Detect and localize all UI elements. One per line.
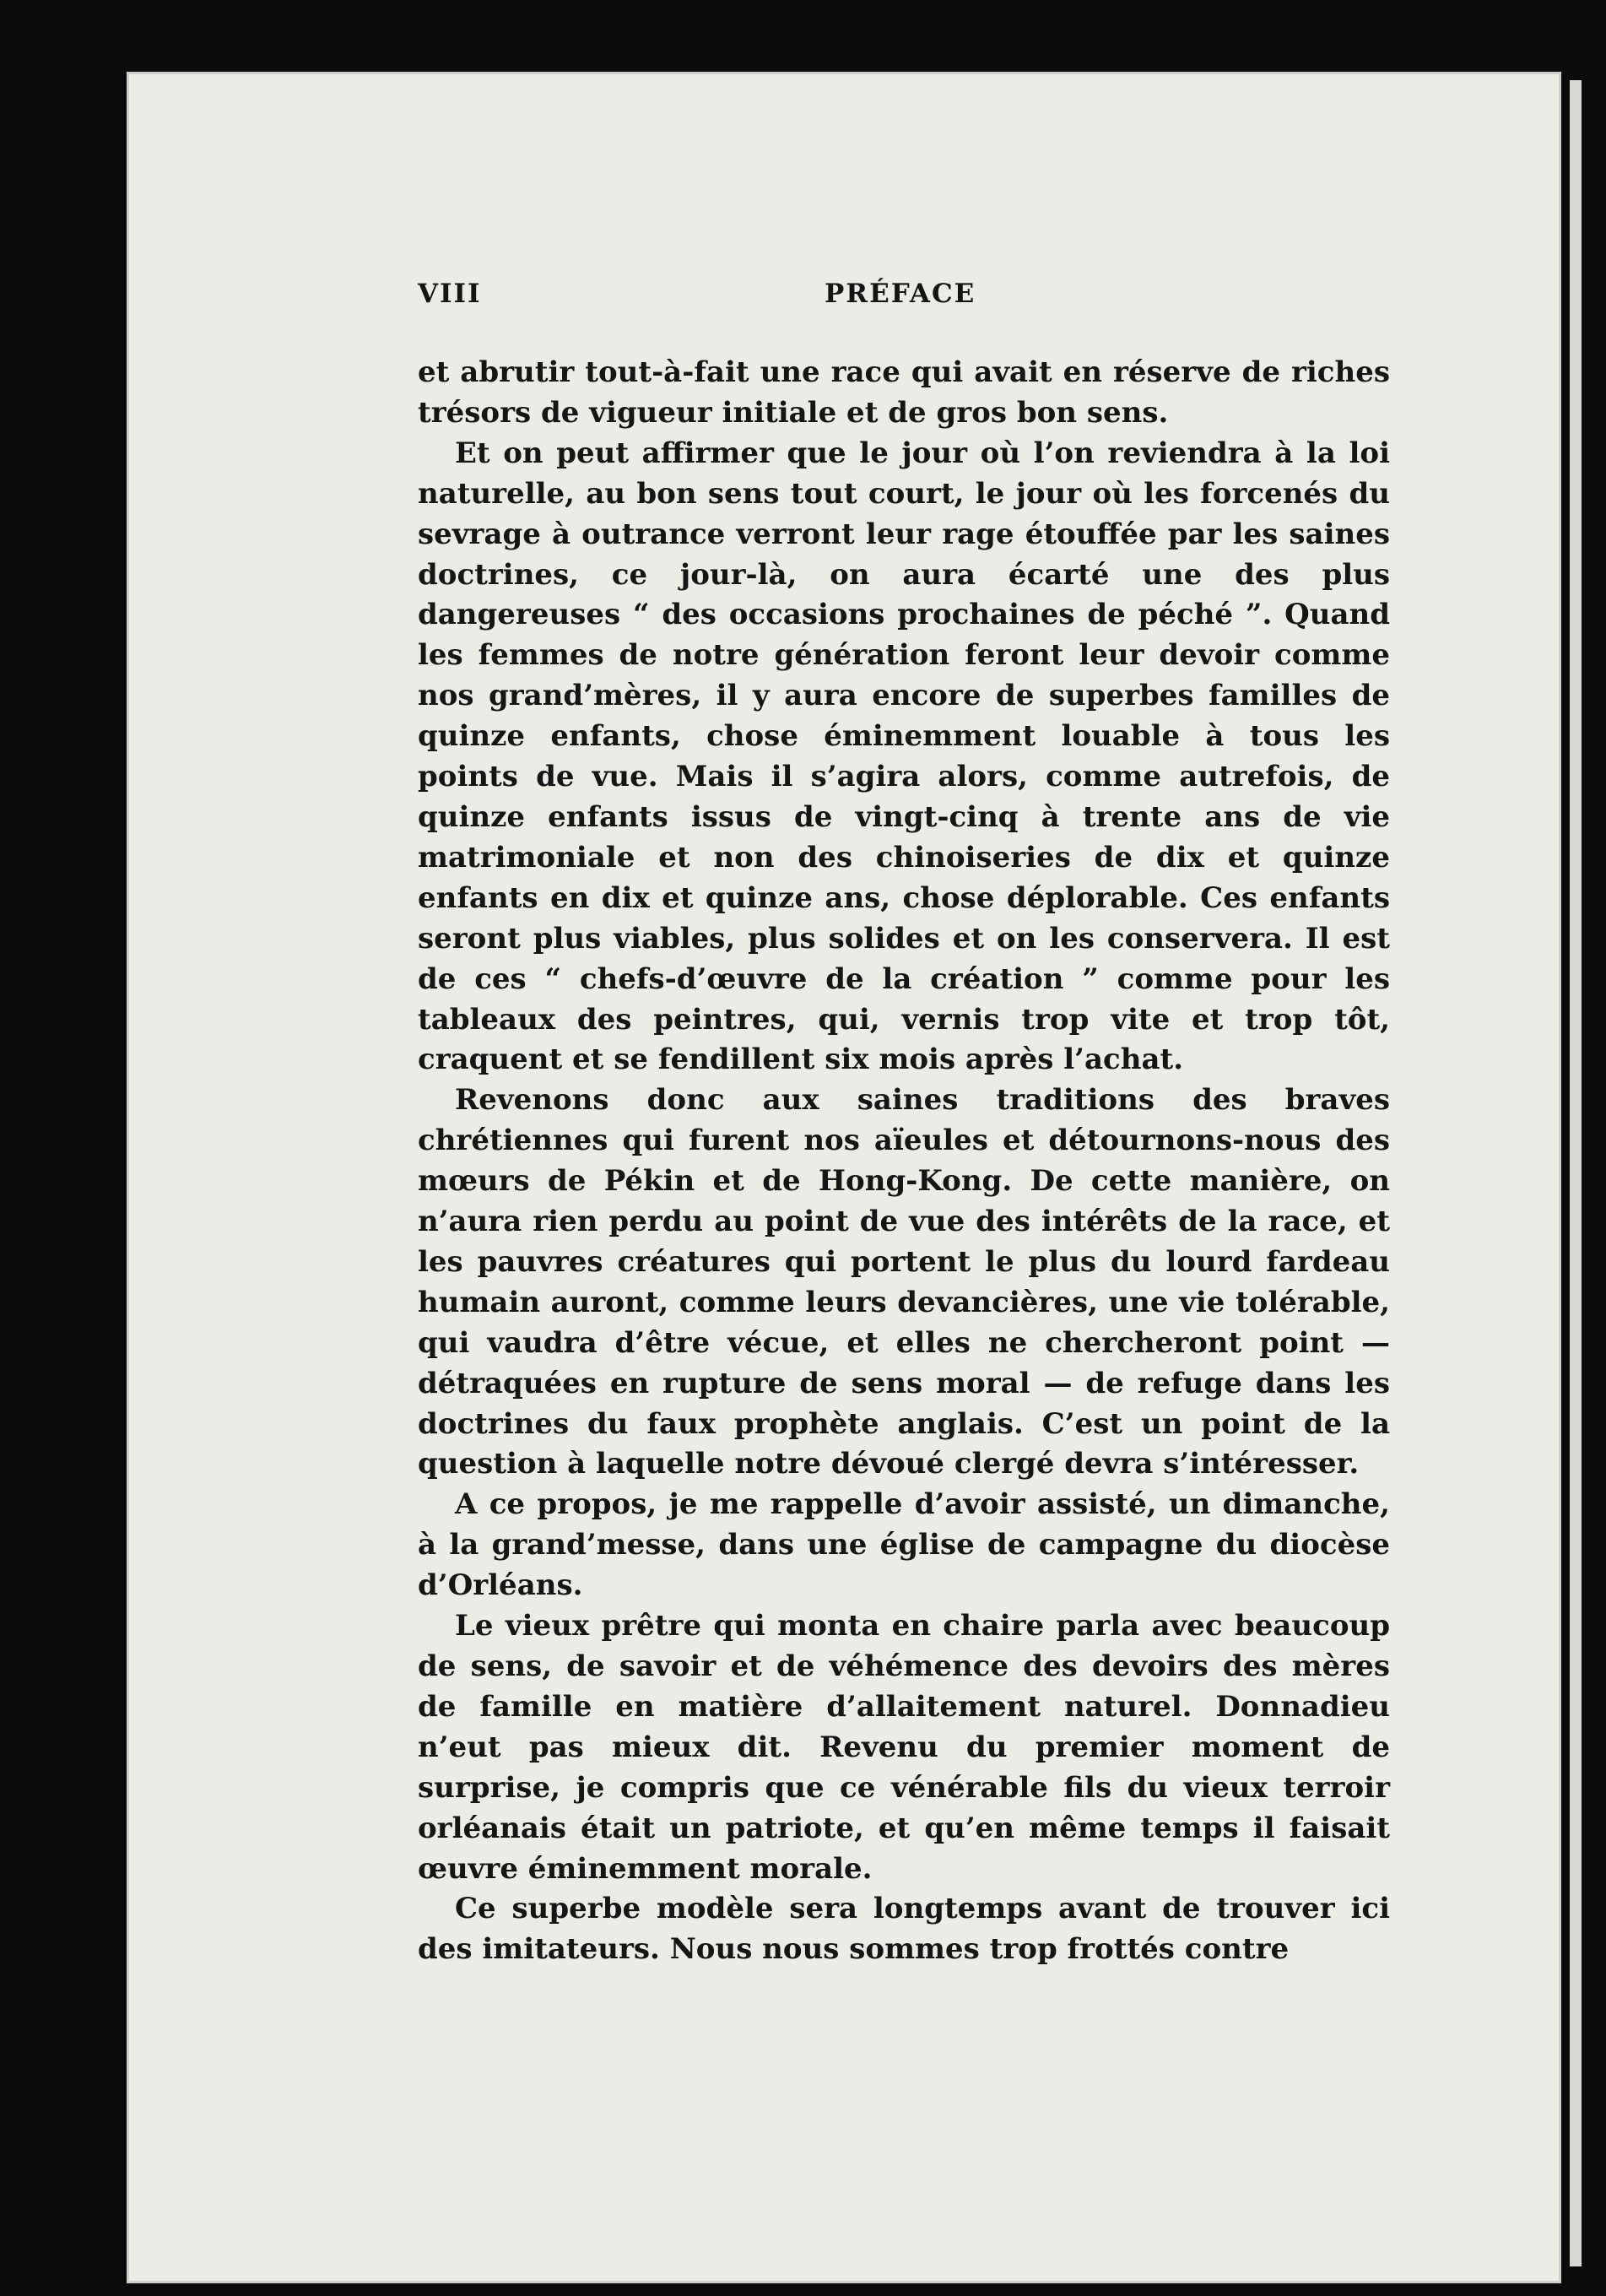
paragraph-6: Ce superbe modèle sera longtemps avant de trouver ici des imitateurs. Nous nous sommes trop frottés contre xyxy=(418,1892,1390,1967)
paragraph-1: et abrutir tout-à-fait une race qui avait en réserve de riches trésors de vigueur initiale et de gros bon sens. xyxy=(418,355,1390,430)
paragraph-2: Et on peut affirmer que le jour où l’on reviendra à la loi naturelle, au bon sens tout court, le jour où les forcenés du sevrage à outrance verront leur rage étouffée par les saines doctrines, ce jour-là, on aura écarté une des plus dangereuses “ des occasions prochaines de péché ”. Quand les femmes de notre génération feront leur devoir comme nos grand’mères, il y aura encore de superbes familles de quinze enfants, chose éminemment louable à tous les points de vue. Mais il s’agira alors, comme autrefois, de quinze enfants issus de vingt-cinq à trente ans de vie matrimoniale et non des chinoiseries de dix et quinze enfants en dix et quinze ans, chose déplorable. Ces enfants seront plus viables, plus solides et on les conservera. Il est de ces “ chefs-d’œuvre de la création ” comme pour les tableaux des peintres, qui, vernis trop vite et trop tôt, craquent et se fendillent six mois après l’achat. xyxy=(418,436,1390,1077)
paragraph-4: A ce propos, je me rappelle d’avoir assisté, un dimanche, à la grand’messe, dans une église de campagne du diocèse d’Orléans. xyxy=(418,1487,1390,1603)
paragraph-3: Revenons donc aux saines traditions des braves chrétiennes qui furent nos aïeules et détournons-nous des mœurs de Pékin et de Hong-Kong. De cette manière, on n’aura rien perdu au point de vue des intérêts de la race, et les pauvres créatures qui portent le plus du lourd fardeau humain auront, comme leurs devancières, une vie tolérable, qui vaudra d’être vécue, et elles ne chercheront point — détraquées en rupture de sens moral — de refuge dans les doctrines du faux prophète anglais. C’est un point de la question à laquelle notre dévoué clergé devra s’intéresser. xyxy=(418,1083,1390,1481)
paragraph-5: Le vieux prêtre qui monta en chaire parla avec beaucoup de sens, de savoir et de véhémence des devoirs des mères de famille en matière d’allaitement naturel. Donnadieu n’eut pas mieux dit. Revenu du premier moment de surprise, je compris que ce vénérable fils du vieux terroir orléanais était un patriote, et qu’en même temps il faisait œuvre éminemment morale. xyxy=(418,1609,1390,1886)
page-number: VIII xyxy=(418,279,482,309)
running-head xyxy=(291,279,1376,321)
next-page-edge xyxy=(1570,80,1582,2266)
body-text xyxy=(418,353,1390,1970)
chapter-title: PRÉFACE xyxy=(825,279,976,309)
